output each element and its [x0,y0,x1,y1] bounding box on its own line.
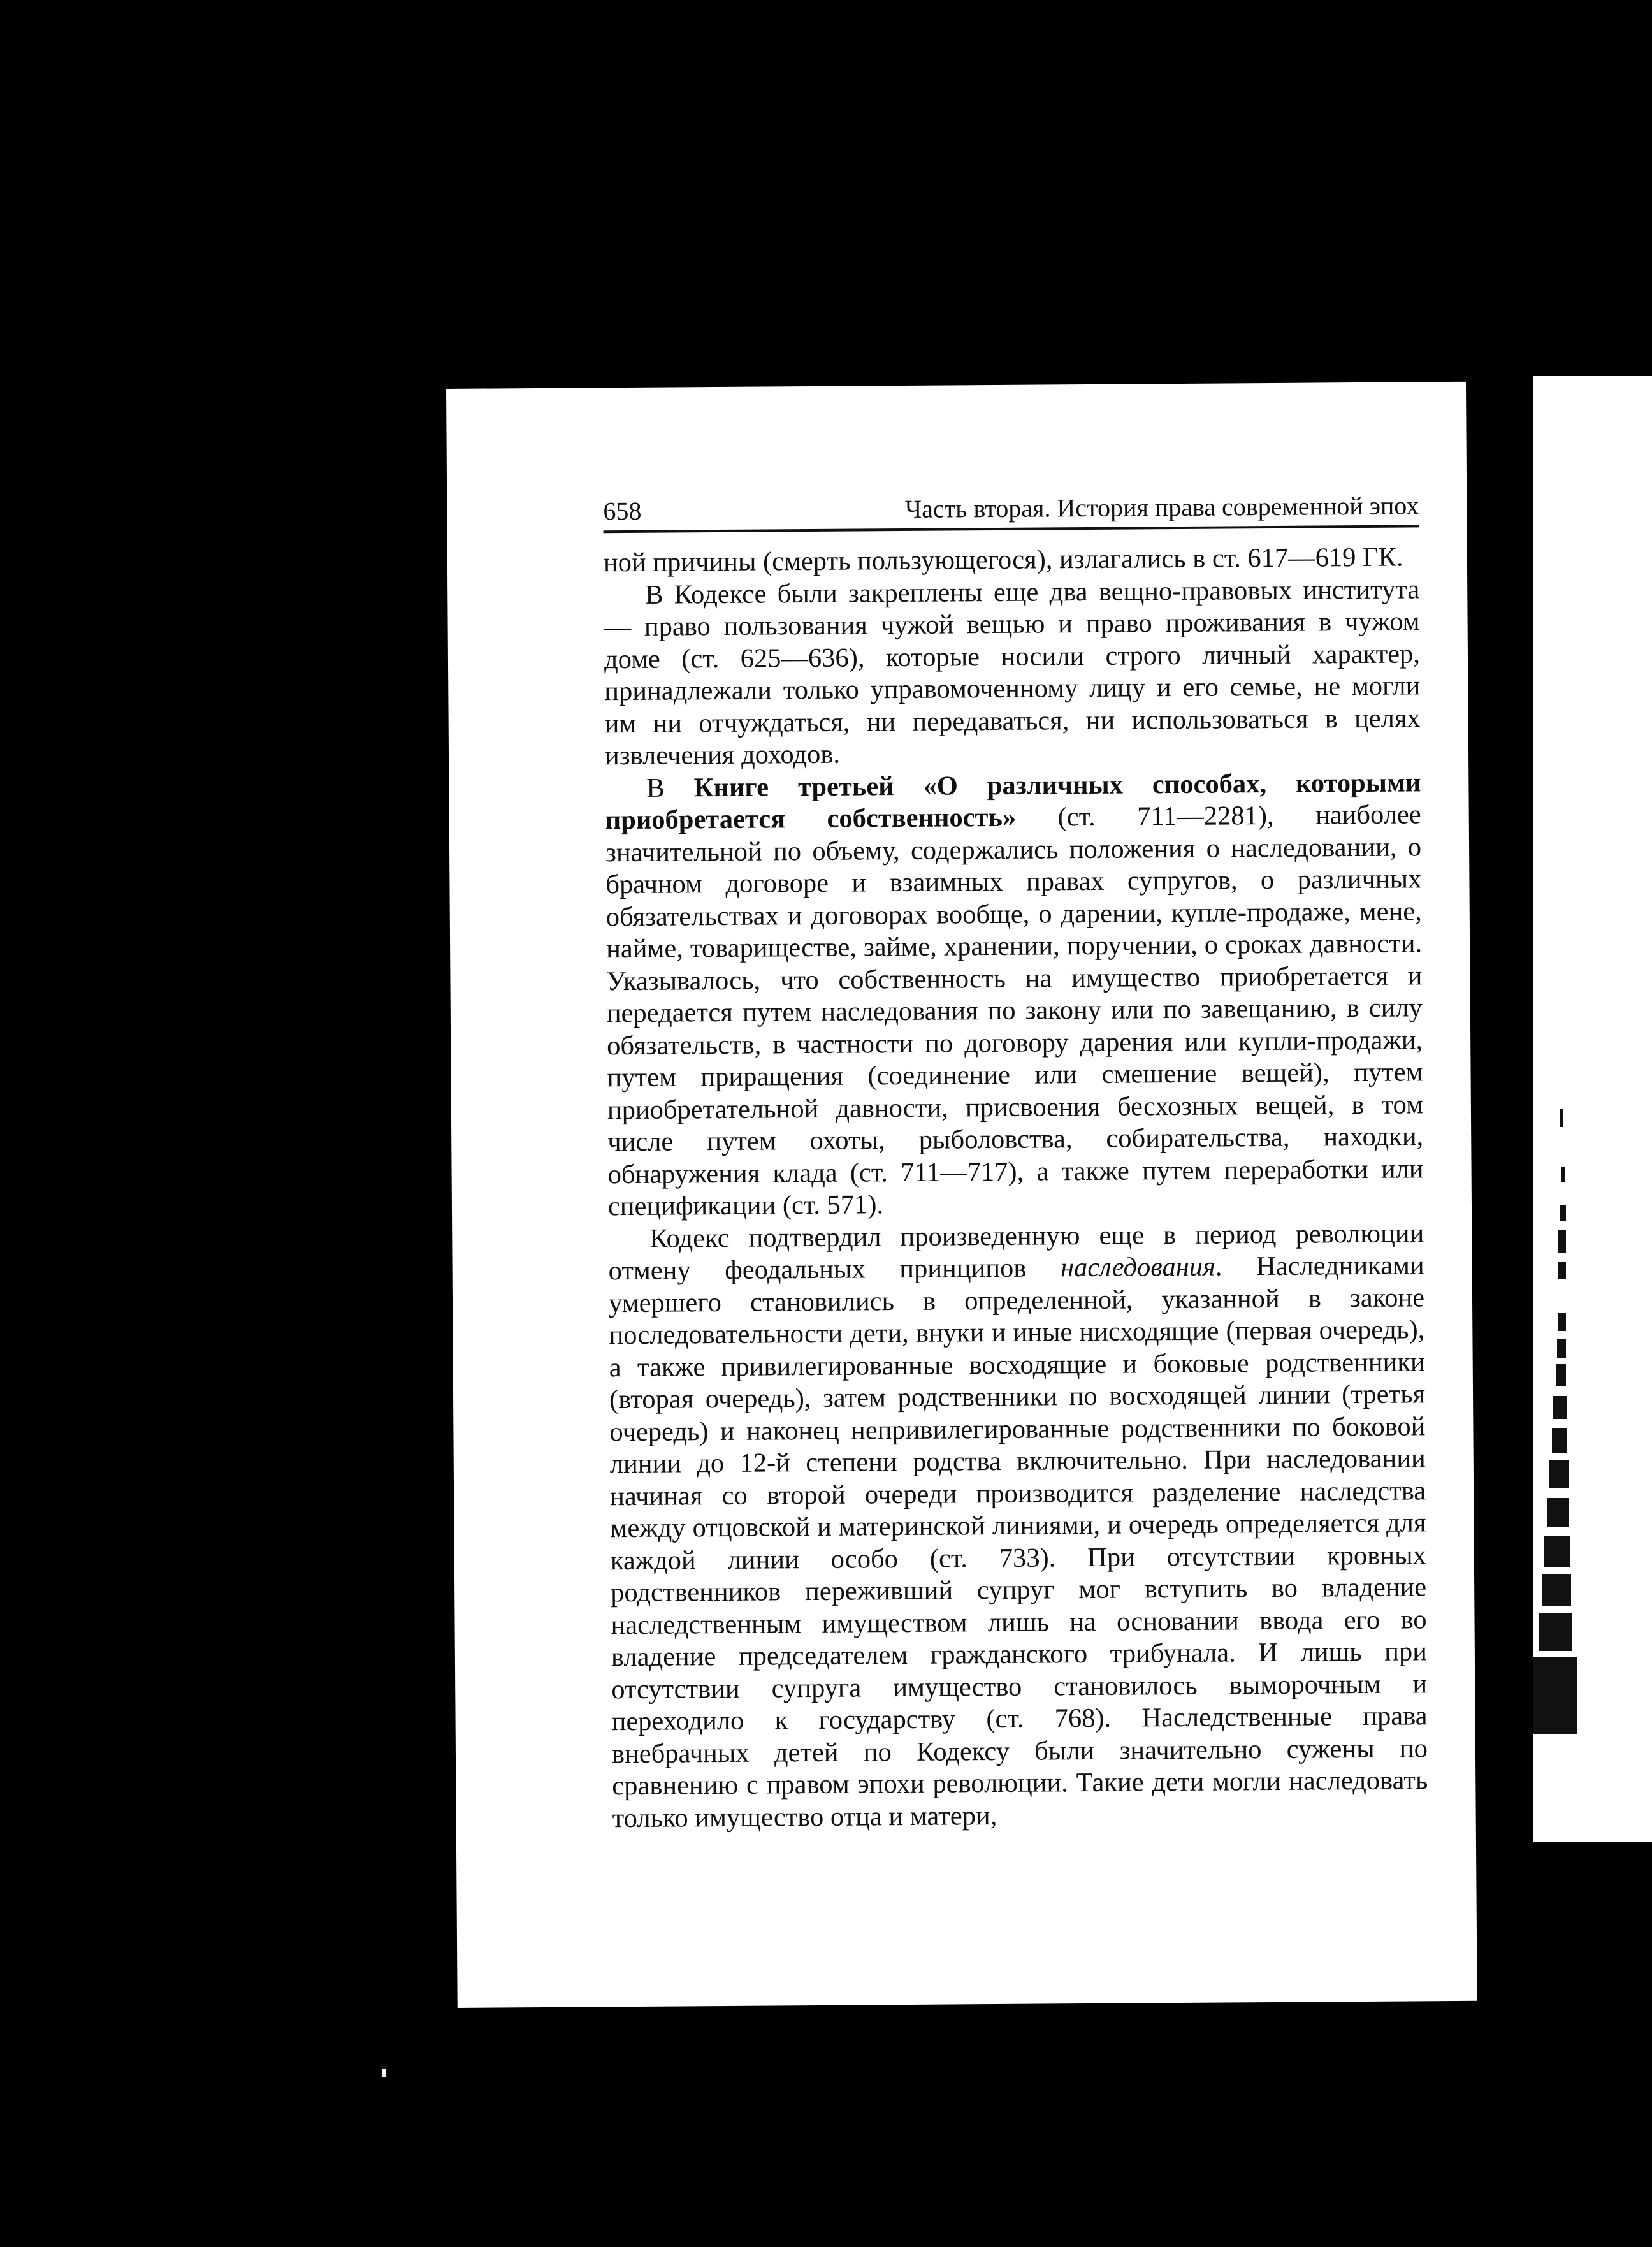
bleed-through-mark [1561,1167,1565,1182]
text-run: В Кодексе были закреплены еще два вещно-правовых института — право пользования чужой вещью и право проживания в чужом доме (ст. 625—636), которые носили строго личный характер, принадлежали только управомоченному лицу и его семье, не могли им ни отчуждаться, ни передаваться, ни использоваться в целях извлечения доходов. [604,574,1421,771]
bleed-through-mark [1544,1536,1570,1567]
page-number: 658 [603,496,642,526]
bleed-through-mark [1558,1313,1566,1331]
bleed-through-mark [1547,1498,1569,1527]
text-run: Кодекс подтвердил произведенную еще в период революции отмену феодальных принципов [608,1218,1424,1286]
adjacent-page-edge [1533,376,1652,1842]
bleed-through-mark [1553,1396,1567,1419]
bleed-through-mark [1549,1460,1569,1488]
book-page [446,382,1477,2008]
bleed-through-mark [1560,1205,1566,1221]
bleed-through-mark [1560,1109,1563,1127]
bleed-through-mark [1558,1262,1566,1279]
bold-text: Книге третьей «О различных способах, которыми приобретается собственность» [605,767,1421,836]
text-run: ной причины (смерть пользующегося), излагались в ст. 617—619 ГК. [603,542,1403,578]
paragraph [604,574,1421,773]
page-header [603,485,1419,533]
text-run: (ст. 711—2281), наиболее значительной по объему, содержались положения о наследовании, о брачном договоре и взаимных правах супругов, о различных обязательствах и договорах вообще, о дарении, купле-продаже, мене, найме, товариществе, займе, хранении, поручении, о сроках давности. Указывалось, что собственность на имущество приобретается и передается путем наследования по закону или по завещанию, в силу обязательств, в частности по договору дарения или купли-продажи, путем приращения (соединение или смешение вещей), путем приобретательной давности, присвоения бесхозных вещей, в том числе путем охоты, рыболовства, собирательства, находки, обнаружения клада (ст. 711—717), а также путем переработки или спецификации (ст. 571). [605,799,1424,1222]
italic-text: наследования [1060,1251,1215,1283]
body-text [604,541,1428,1835]
bleed-through-mark [1552,1428,1567,1453]
running-title: Часть вторая. История права современной эпох [905,491,1419,523]
text-run: . Наследниками умершего становились в определенной, указанной в законе последовательности дети, внуки и иные нисходящие (первая очередь), а также привилегированные восходящие и боковые родственники (вторая очередь), затем родственники по восходящей линии (третья очередь) и наконец непривилегированные родственники по боковой линии до 12-й степени родства включительно. При наследовании начиная со второй очереди производится разделение наследства между отцовской и материнской линиями, и очередь определяется для каждой линии особо (ст. 733). При отсутствии кровных родственников переживший супруг мог вступить во владение наследственным имуществом лишь на основании ввода его во владение председателем гражданского трибунала. И лишь при отсутствии супруга имущество становилось выморочным и переходило к государству (ст. 768). Наследственные права внебрачных детей по Кодексу были значительно сужены по сравнению с правом эпохи революции. Такие дети могли наследовать только имущество отца и матери, [608,1250,1428,1833]
paragraph [605,767,1424,1223]
text-run: В [646,772,694,803]
bleed-through-mark [1533,1657,1577,1734]
bleed-through-mark [1556,1364,1566,1386]
bleed-through-mark [1558,1230,1566,1253]
bleed-through-mark [1539,1613,1572,1651]
bleed-through-mark [1557,1339,1566,1358]
paragraph [608,1218,1428,1835]
paragraph [604,541,1419,579]
bleed-through-mark [1542,1574,1571,1606]
scan-dust [382,2069,386,2077]
